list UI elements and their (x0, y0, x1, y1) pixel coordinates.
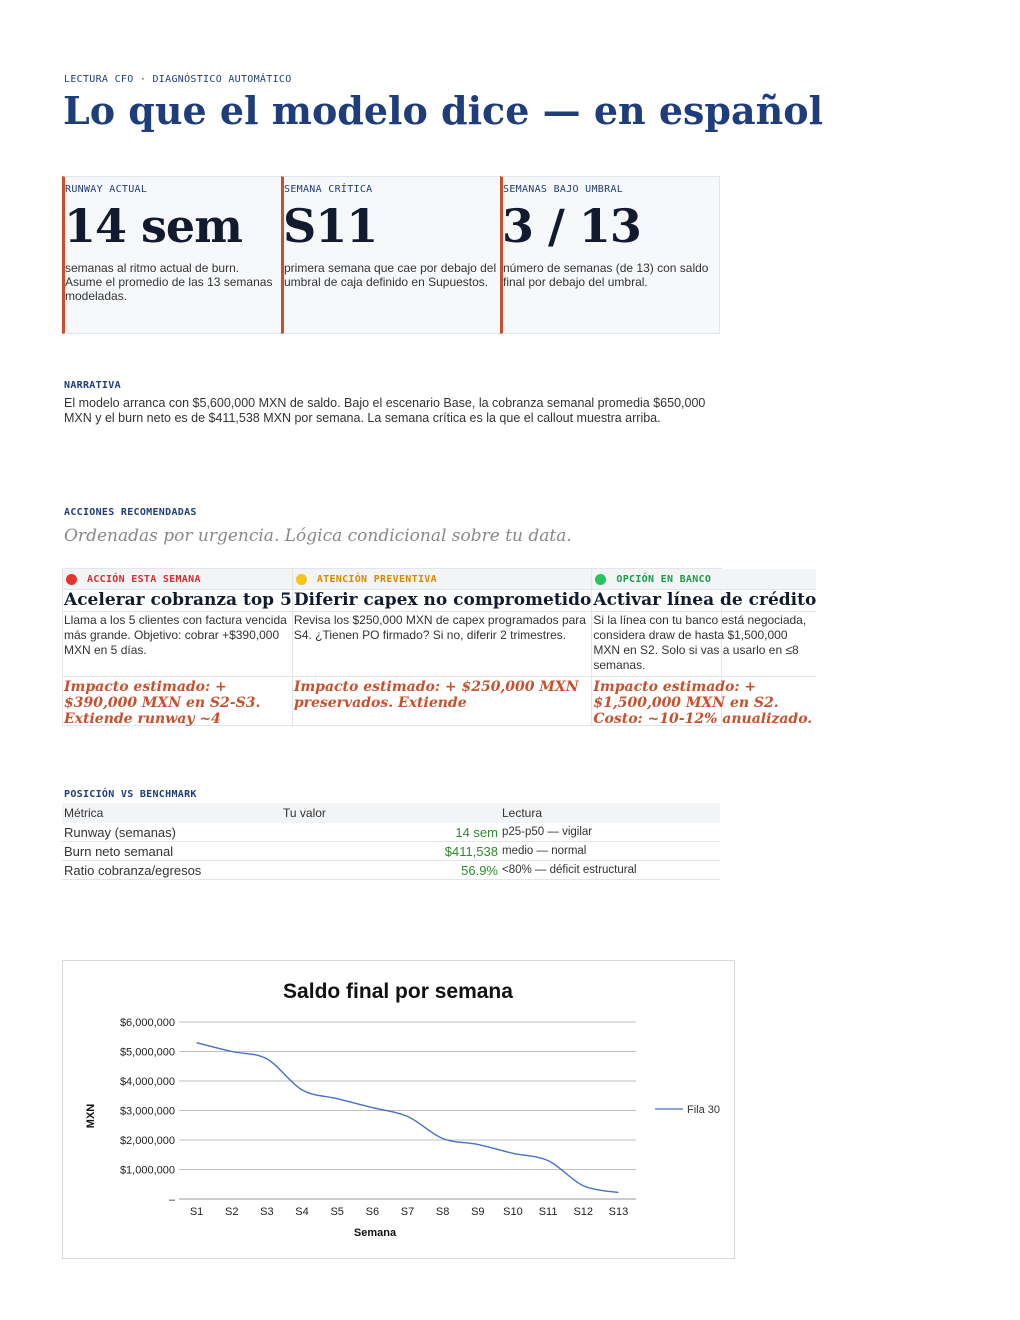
y-tick-label: $6,000,000 (119, 1017, 175, 1029)
table-header-row (62, 803, 720, 823)
action-card-urgent (63, 569, 293, 725)
x-tick-label: S5 (330, 1206, 344, 1218)
column-header: Lectura (500, 803, 720, 823)
action-impact: Impacto estimado: + $250,000 MXN preservados. Extiende (293, 679, 579, 711)
kpi-card-critical-week (281, 176, 500, 334)
y-tick-label: $3,000,000 (119, 1105, 175, 1118)
action-impact: Impacto estimado: + $1,500,000 MXN en S2. Costo: ~10-12% anualizado. (593, 679, 813, 727)
x-tick-label: S4 (295, 1206, 309, 1218)
y-axis-ticks (120, 1017, 176, 1206)
y-tick-label: – (168, 1194, 175, 1206)
table-row (62, 842, 720, 861)
actions-label: ACCIONES RECOMENDADAS (64, 507, 197, 518)
action-description: Si la línea con tu banco está negociada, considera draw de hasta $1,500,000 MXN en S2. Solo si vas a usarlo en ≤8 semanas. (592, 612, 816, 677)
action-cards (62, 568, 817, 727)
kpi-label: RUNWAY ACTUAL (65, 184, 148, 195)
x-tick-label: S3 (260, 1206, 274, 1218)
x-tick-label: S7 (400, 1206, 415, 1218)
value-cell: 14 sem (281, 823, 500, 842)
benchmark-table (62, 803, 720, 880)
metric-cell: Burn neto semanal (62, 842, 281, 861)
kpi-card-runway (62, 176, 281, 334)
narrative-text: El modelo arranca con $5,600,000 MXN de saldo. Bajo el escenario Base, la cobranza semanal promedia $650,000 MXN y el burn neto es de $411,538 MXN por semana. La semana crítica es la que el callout muestra arriba. (64, 396, 706, 425)
action-description: Revisa los $250,000 MXN de capex programados para S4. ¿Tienen PO firmado? Si no, diferir 2 trimestres. (293, 612, 592, 677)
column-header: Métrica (62, 803, 281, 823)
x-tick-label: S10 (503, 1206, 523, 1218)
metric-cell: Runway (semanas) (62, 823, 281, 842)
kpi-value: 3 / 13 (502, 199, 641, 253)
kpi-description: semanas al ritmo actual de burn. Asume el promedio de las 13 semanas modeladas. (65, 261, 273, 303)
status-dot-green-icon (595, 574, 606, 585)
metric-cell: Ratio cobranza/egresos (62, 861, 281, 880)
action-title: Diferir capex no comprometido (293, 590, 592, 610)
page-title: Lo que el modelo dice — en español (63, 88, 824, 133)
value-cell: 56.9% (281, 861, 500, 880)
actions-subtitle: Ordenadas por urgencia. Lógica condicional sobre tu data. (64, 526, 572, 546)
kpi-description: primera semana que cae por debajo del umbral de caja definido en Supuestos. (284, 261, 497, 289)
y-axis-label: MXN (85, 1103, 97, 1129)
action-description: Llama a los 5 clientes con factura vencida más grande. Objetivo: cobrar +$390,000 MXN en 5 días. (63, 612, 292, 677)
reading-cell: p25-p50 — vigilar (500, 823, 720, 842)
x-tick-label: S6 (365, 1206, 380, 1218)
x-tick-label: S13 (608, 1206, 629, 1218)
action-tag: ATENCIÓN PREVENTIVA (316, 574, 437, 585)
action-tag: ACCIÓN ESTA SEMANA (87, 574, 201, 585)
kpi-description: número de semanas (de 13) con saldo final por debajo del umbral. (503, 261, 709, 289)
y-tick-label: $1,000,000 (119, 1164, 175, 1177)
status-dot-yellow-icon (296, 574, 307, 585)
action-card-bank (592, 569, 816, 725)
series-line (197, 1043, 619, 1193)
x-tick-label: S8 (435, 1206, 450, 1218)
reading-cell: <80% — déficit estructural (500, 861, 720, 880)
action-impact: Impacto estimado: + $390,000 MXN en S2-S3. Extiende runway ~4 (64, 679, 261, 727)
kpi-value: S11 (283, 199, 378, 253)
chart-series (196, 1043, 618, 1193)
action-title: Acelerar cobranza top 5 (64, 590, 292, 610)
kpi-value: 14 sem (64, 199, 242, 253)
x-axis-ticks (190, 1206, 628, 1218)
chart-title: Saldo final por semana (283, 980, 513, 1003)
action-card-preventive (293, 569, 593, 725)
y-tick-label: $4,000,000 (119, 1076, 175, 1088)
legend-label: Fila 30 (687, 1104, 721, 1116)
chart-grid (179, 1022, 636, 1199)
action-tag: OPCIÓN EN BANCO (616, 574, 712, 585)
report-eyebrow: LECTURA CFO · DIAGNÓSTICO AUTOMÁTICO (64, 74, 292, 85)
x-tick-label: S2 (224, 1206, 239, 1218)
reading-cell: medio — normal (500, 842, 720, 861)
balance-chart (62, 960, 735, 1259)
kpi-cards (62, 176, 720, 334)
table-row (62, 823, 720, 842)
kpi-label: SEMANAS BAJO UMBRAL (503, 184, 624, 195)
table-row (62, 861, 720, 880)
chart-svg (63, 961, 734, 1258)
x-tick-label: S9 (471, 1206, 485, 1218)
column-header: Tu valor (281, 803, 500, 823)
value-cell: $411,538 (281, 842, 500, 861)
kpi-card-weeks-below (500, 176, 720, 334)
x-axis-label: Semana (353, 1227, 397, 1239)
y-tick-label: $5,000,000 (119, 1046, 175, 1059)
narrative-label: NARRATIVA (64, 380, 121, 391)
status-dot-red-icon (66, 574, 77, 585)
benchmark-label: POSICIÓN VS BENCHMARK (64, 789, 197, 800)
x-tick-label: S1 (189, 1206, 204, 1218)
action-title: Activar línea de crédito (593, 590, 817, 610)
kpi-label: SEMANA CRÍTICA (284, 184, 373, 195)
y-tick-label: $2,000,000 (119, 1135, 175, 1147)
x-tick-label: S11 (538, 1206, 558, 1218)
x-tick-label: S12 (573, 1206, 594, 1218)
